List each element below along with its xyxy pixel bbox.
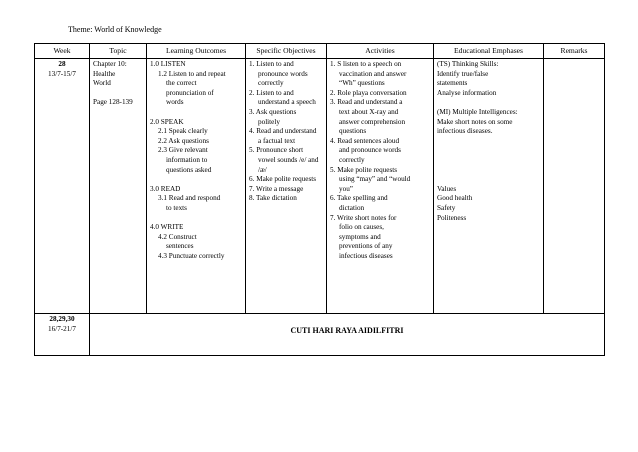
activity-line: using “may” and “would [339,175,411,184]
activity-line: text about X-ray and [339,107,399,116]
objective-line: pronounce words [258,69,308,78]
activity-line: 5. Make polite requests [330,165,398,174]
objective-line: 4. Read and understand [249,127,317,136]
emphasis-line: Make short notes on some [437,117,513,126]
activity-line: and pronounce words [339,146,401,155]
header-row [35,44,605,59]
activity-line: 1. S listen to a speech on [330,60,402,68]
header-educational-emphases: Educational Emphases [434,44,544,59]
objective-line: 6. Make polite requests [249,175,317,184]
emphasis-line: (TS) Thinking Skills: [437,60,499,68]
objective-line: 1. Listen to and [249,60,294,68]
topic-line: Chapter 10: [93,60,127,68]
emphasis-line: Analyse information [437,88,497,97]
activity-line: 2. Role playa conversation [330,88,407,97]
topic-line [93,89,143,99]
objective-line: 2. Listen to and [249,88,294,97]
week-dates: 16/7-21/7 [48,324,76,333]
activity-line: folio on causes, [339,223,384,232]
table-row [35,314,605,356]
learning-outcome-line: 4.0 WRITE [150,223,184,232]
header-topic: Topic [90,44,147,59]
topic-cell [90,59,147,314]
learning-outcome-line: 3.1 Read and respond [158,194,221,203]
objective-line: a factual text [258,136,296,145]
emphasis-line [437,175,540,185]
activity-line: infectious diseases [339,251,393,260]
objective-line: 3. Ask questions [249,107,297,116]
week-number: 28 [58,60,66,68]
emphasis-line: Values [437,184,457,193]
learning-outcome-line: 2.1 Speak clearly [158,127,208,136]
learning-outcome-line: information to [166,155,208,164]
emphasis-line: Good health [437,194,473,203]
emphasis-line: Safety [437,203,456,212]
remarks-cell [544,59,605,314]
header-remarks: Remarks [544,44,605,59]
objective-line: correctly [258,79,284,88]
activity-line: dictation [339,203,365,212]
topic-line: Healthe [93,69,116,78]
educational-emphases-cell [434,59,544,314]
header-week: Week [35,44,90,59]
learning-outcome-line [150,214,242,224]
emphasis-line: (MI) Multiple Intelligences: [437,107,518,116]
activity-line: vaccination and answer [339,69,407,78]
emphasis-line: Politeness [437,213,467,222]
activity-line: answer comprehension [339,117,406,126]
learning-outcome-line: 2.3 Give relevant [158,146,208,155]
objective-line: vowel sounds /e/ and [258,155,319,164]
emphasis-line: Identify true/false [437,69,489,78]
week-dates: 13/7-15/7 [48,69,76,78]
activity-line: correctly [339,155,365,164]
learning-outcome-line: 4.3 Punctuate correctly [158,251,225,260]
activity-line: you” [339,184,353,193]
learning-outcome-line: 1.0 LISTEN [150,60,186,68]
emphasis-line [437,166,540,176]
activity-line: 3. Read and understand a [330,98,403,107]
topic-line: Page 128-139 [93,98,133,107]
header-learning-outcomes: Learning Outcomes [147,44,246,59]
activity-line: questions [339,127,367,136]
learning-outcome-line: sentences [166,242,194,251]
emphasis-line [437,137,540,147]
emphasis-line: infectious diseases. [437,127,493,136]
objective-line: 5. Pronounce short [249,146,304,155]
learning-outcome-line: 4.2 Construct [158,232,197,241]
table-row [35,59,605,314]
header-activities: Activities [327,44,434,59]
objective-line: understand a speech [258,98,316,107]
objective-line: /æ/ [258,165,267,174]
objective-line: politely [258,117,280,126]
learning-outcome-line: 2.0 SPEAK [150,117,184,126]
emphasis-line: statements [437,79,468,88]
activity-line: 6. Take spelling and [330,194,388,203]
header-specific-objectives: Specific Objectives [246,44,327,59]
learning-outcome-line [150,175,242,185]
week-cell [35,59,90,314]
learning-outcome-line: words [166,98,184,107]
activity-line: symptoms and [339,232,381,241]
emphasis-line [437,146,540,156]
learning-outcome-line: the correct [166,79,197,88]
activity-line: 7. Write short notes for [330,213,397,222]
objective-line: 7. Write a message [249,184,304,193]
learning-outcomes-cell [147,59,246,314]
emphasis-line [437,156,540,166]
lesson-plan-table [34,43,605,356]
activity-line: 4. Read sentences aloud [330,136,400,145]
activity-line: preventions of any [339,242,393,251]
week-cell [35,314,90,356]
theme-title: Theme: World of Knowledge [68,25,162,34]
learning-outcome-line: 2.2 Ask questions [158,136,209,145]
week-number: 28,29,30 [49,315,75,323]
learning-outcome-line: 3.0 READ [150,184,181,193]
holiday-note: CUTI HARI RAYA AIDILFITRI [90,314,605,356]
specific-objectives-cell [246,59,327,314]
learning-outcome-line: questions asked [166,165,212,174]
learning-outcome-line: pronunciation of [166,88,214,97]
emphasis-line [437,98,540,108]
learning-outcome-line: to texts [166,203,187,212]
learning-outcome-line [150,108,242,118]
learning-outcome-line: 1.2 Listen to and repeat [158,69,226,78]
topic-line: World [93,79,111,88]
activity-line: “Wh” questions [339,79,385,88]
activities-cell [327,59,434,314]
objective-line: 8. Take dictation [249,194,297,203]
